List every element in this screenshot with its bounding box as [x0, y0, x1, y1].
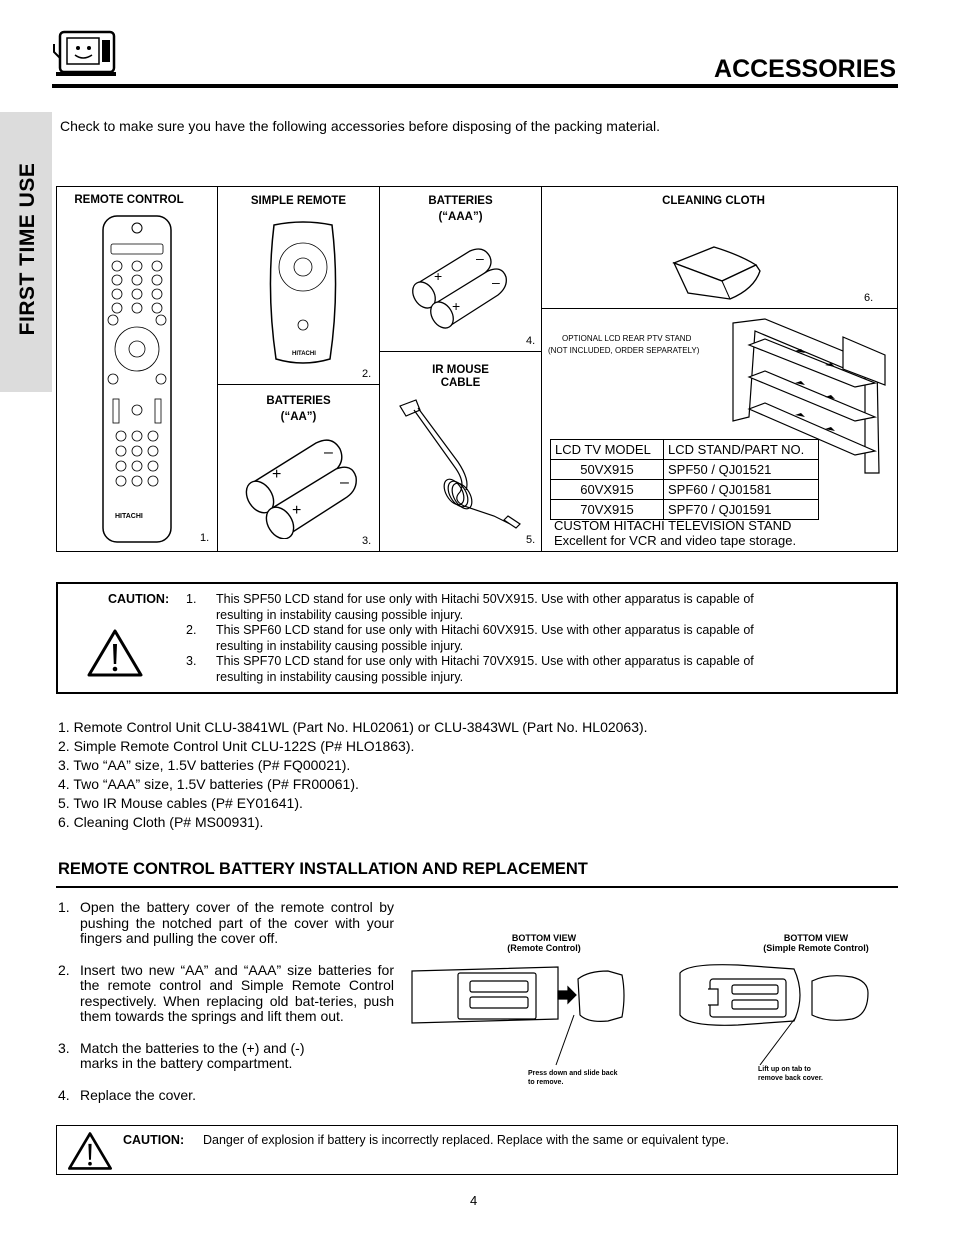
svg-text:–: –: [476, 250, 484, 266]
batteries-aa-cell: [218, 385, 380, 551]
caution-items: [186, 592, 856, 685]
mascot-logo-icon: [52, 28, 122, 80]
step-text: Insert two new “AA” and “AAA” size batteries for the remote control and Simple Remote Control respectively. When replacing old bat-teries, push them towards the springs and lift them out.: [80, 961, 394, 1024]
svg-text:–: –: [324, 444, 333, 461]
caution-item-line: resulting in instability causing possible injury.: [216, 638, 464, 653]
batteries-aa-label-line1: BATTERIES: [266, 395, 331, 407]
list-item: 3. Two “AA” size, 1.5V batteries (P# FQ00021).: [58, 757, 351, 773]
list-item: 6. Cleaning Cloth (P# MS00931).: [58, 814, 264, 830]
svg-text:–: –: [492, 274, 500, 290]
warning-triangle-icon: [86, 628, 144, 678]
table-header-row: [551, 440, 819, 460]
step-text: Replace the cover.: [80, 1086, 196, 1103]
caution-item: [186, 623, 856, 654]
simple-remote-cell: [218, 187, 380, 385]
heading-rule: [56, 886, 898, 888]
table-header-model: LCD TV MODEL: [551, 440, 664, 460]
caution-item-number: 1.: [186, 592, 197, 606]
svg-text:–: –: [340, 474, 349, 491]
batteries-aaa-cell: [380, 187, 542, 352]
step-number: 4.: [58, 1086, 70, 1103]
simple-remote-brand: HITACHI: [292, 351, 316, 357]
intro-text: Check to make sure you have the following accessories before disposing of the packing material.: [60, 118, 660, 134]
stand-caution-box: [56, 582, 898, 694]
batteries-aaa-label-line2: (“AAA”): [438, 211, 483, 223]
step-item: [58, 900, 394, 947]
left-note-line2: to remove.: [528, 1079, 564, 1086]
step-item: [58, 1041, 338, 1072]
caution-item-line: This SPF60 LCD stand for use only with Hitachi 60VX915. Use with other apparatus is capable of: [216, 623, 754, 637]
aaa-batteries-icon: [408, 243, 508, 329]
caution-label: CAUTION:: [123, 1133, 185, 1147]
ir-mouse-cell: [380, 352, 542, 551]
caution-item-number: 2.: [186, 623, 197, 637]
ir-mouse-cable-icon: [394, 396, 528, 536]
remote-control-cell: [57, 187, 218, 551]
remote-brand-text: HITACHI: [115, 513, 143, 520]
right-view-title-line1: BOTTOM VIEW: [783, 933, 849, 943]
section-sidebar-tab: [0, 112, 52, 392]
table-cell-part: SPF60 / QJ01581: [664, 480, 819, 500]
caution-item-line: resulting in instability causing possible injury.: [216, 607, 464, 622]
batteries-aaa-number: 4.: [526, 335, 536, 347]
cleaning-cloth-label: CLEANING CLOTH: [662, 195, 765, 207]
accessory-list: [58, 718, 648, 832]
battery-steps: [58, 900, 394, 1119]
battery-section-heading: REMOTE CONTROL BATTERY INSTALLATION AND REPLACEMENT: [58, 860, 588, 878]
table-cell-model: 70VX915: [551, 500, 664, 520]
table-header-part: LCD STAND/PART NO.: [664, 440, 819, 460]
aa-batteries-icon: [240, 435, 360, 539]
step-text: Open the battery cover of the remote control by pushing the notched part of the cover with your fingers and pulling the cover off.: [80, 899, 394, 946]
caution-label: CAUTION:: [108, 592, 170, 606]
sidebar-label: FIRST TIME USE: [16, 162, 39, 336]
stand-caption-line2: Excellent for VCR and video tape storage.: [554, 533, 797, 548]
stand-note-line2: (NOT INCLUDED, ORDER SEPARATELY): [548, 346, 700, 355]
step-number: 3.: [58, 1039, 70, 1056]
left-note-line1: Press down and slide back: [528, 1070, 618, 1077]
table-cell-part: SPF50 / QJ01521: [664, 460, 819, 480]
caution-text: Danger of explosion if battery is incorrectly replaced. Replace with the same or equivalent type.: [203, 1133, 729, 1147]
remote-control-illustration-icon: [101, 214, 173, 544]
warning-triangle-icon: [67, 1128, 113, 1174]
page-number: 4: [470, 1193, 478, 1208]
step-text: Match the batteries to the (+) and (-) marks in the battery compartment.: [80, 1039, 305, 1071]
ir-mouse-label-line2: CABLE: [440, 377, 481, 389]
simple-remote-number: 2.: [362, 368, 372, 380]
caution-item-number: 3.: [186, 654, 197, 668]
list-item: 1. Remote Control Unit CLU-3841WL (Part No. HL02061) or CLU-3843WL (Part No. HL02063).: [58, 719, 648, 735]
cleaning-cloth-cell: [542, 187, 897, 309]
caution-item-line: This SPF70 LCD stand for use only with Hitachi 70VX915. Use with other apparatus is capable of: [216, 654, 754, 668]
caution-item-line: resulting in instability causing possible injury.: [216, 669, 464, 684]
remote-control-label: REMOTE CONTROL: [74, 194, 184, 206]
step-number: 2.: [58, 961, 70, 978]
list-item: 5. Two IR Mouse cables (P# EY01641).: [58, 795, 303, 811]
page-title: ACCESSORIES: [714, 55, 896, 83]
svg-text:+: +: [272, 466, 282, 483]
right-note-line1: Lift up on tab to: [758, 1066, 811, 1073]
right-view-title-line2: (Simple Remote Control): [763, 943, 869, 953]
cleaning-cloth-number: 6.: [864, 292, 874, 304]
stand-part-table: [550, 439, 819, 520]
svg-text:+: +: [292, 502, 302, 519]
ir-mouse-number: 5.: [526, 534, 536, 546]
cleaning-cloth-icon: [670, 243, 766, 301]
table-cell-part: SPF70 / QJ01591: [664, 500, 819, 520]
left-view-title-line2: (Remote Control): [507, 943, 581, 953]
battery-caution-box: [56, 1125, 898, 1175]
table-cell-model: 50VX915: [551, 460, 664, 480]
simple-remote-label: SIMPLE REMOTE: [250, 195, 347, 207]
stand-caption-line1: CUSTOM HITACHI TELEVISION STAND: [554, 518, 792, 533]
table-row: [551, 460, 819, 480]
svg-text:+: +: [434, 268, 443, 284]
batteries-aa-number: 3.: [362, 535, 372, 547]
svg-text:+: +: [452, 298, 461, 314]
step-item: [58, 1088, 394, 1104]
remote-control-number: 1.: [200, 532, 210, 544]
left-view-title-line1: BOTTOM VIEW: [511, 933, 577, 943]
stand-note-line1: OPTIONAL LCD REAR PTV STAND: [562, 334, 692, 343]
battery-compartment-illustration-icon: [408, 955, 898, 1095]
batteries-aa-label-line2: (“AA”): [280, 411, 317, 423]
table-row: [551, 480, 819, 500]
step-number: 1.: [58, 899, 70, 915]
title-rule: [52, 84, 898, 88]
caution-item: [186, 654, 856, 685]
caution-item-line: This SPF50 LCD stand for use only with Hitachi 50VX915. Use with other apparatus is capable of: [216, 592, 754, 606]
list-item: 4. Two “AAA” size, 1.5V batteries (P# FR00061).: [58, 776, 359, 792]
ir-mouse-label-line1: IR MOUSE: [432, 364, 489, 376]
caution-item: [186, 592, 856, 623]
step-item: [58, 963, 394, 1025]
batteries-aaa-label-line1: BATTERIES: [428, 195, 493, 207]
table-cell-model: 60VX915: [551, 480, 664, 500]
table-row: [551, 500, 819, 520]
list-item: 2. Simple Remote Control Unit CLU-122S (P# HLO1863).: [58, 738, 415, 754]
right-note-line2: remove back cover.: [758, 1075, 823, 1082]
simple-remote-illustration-icon: [264, 221, 342, 367]
